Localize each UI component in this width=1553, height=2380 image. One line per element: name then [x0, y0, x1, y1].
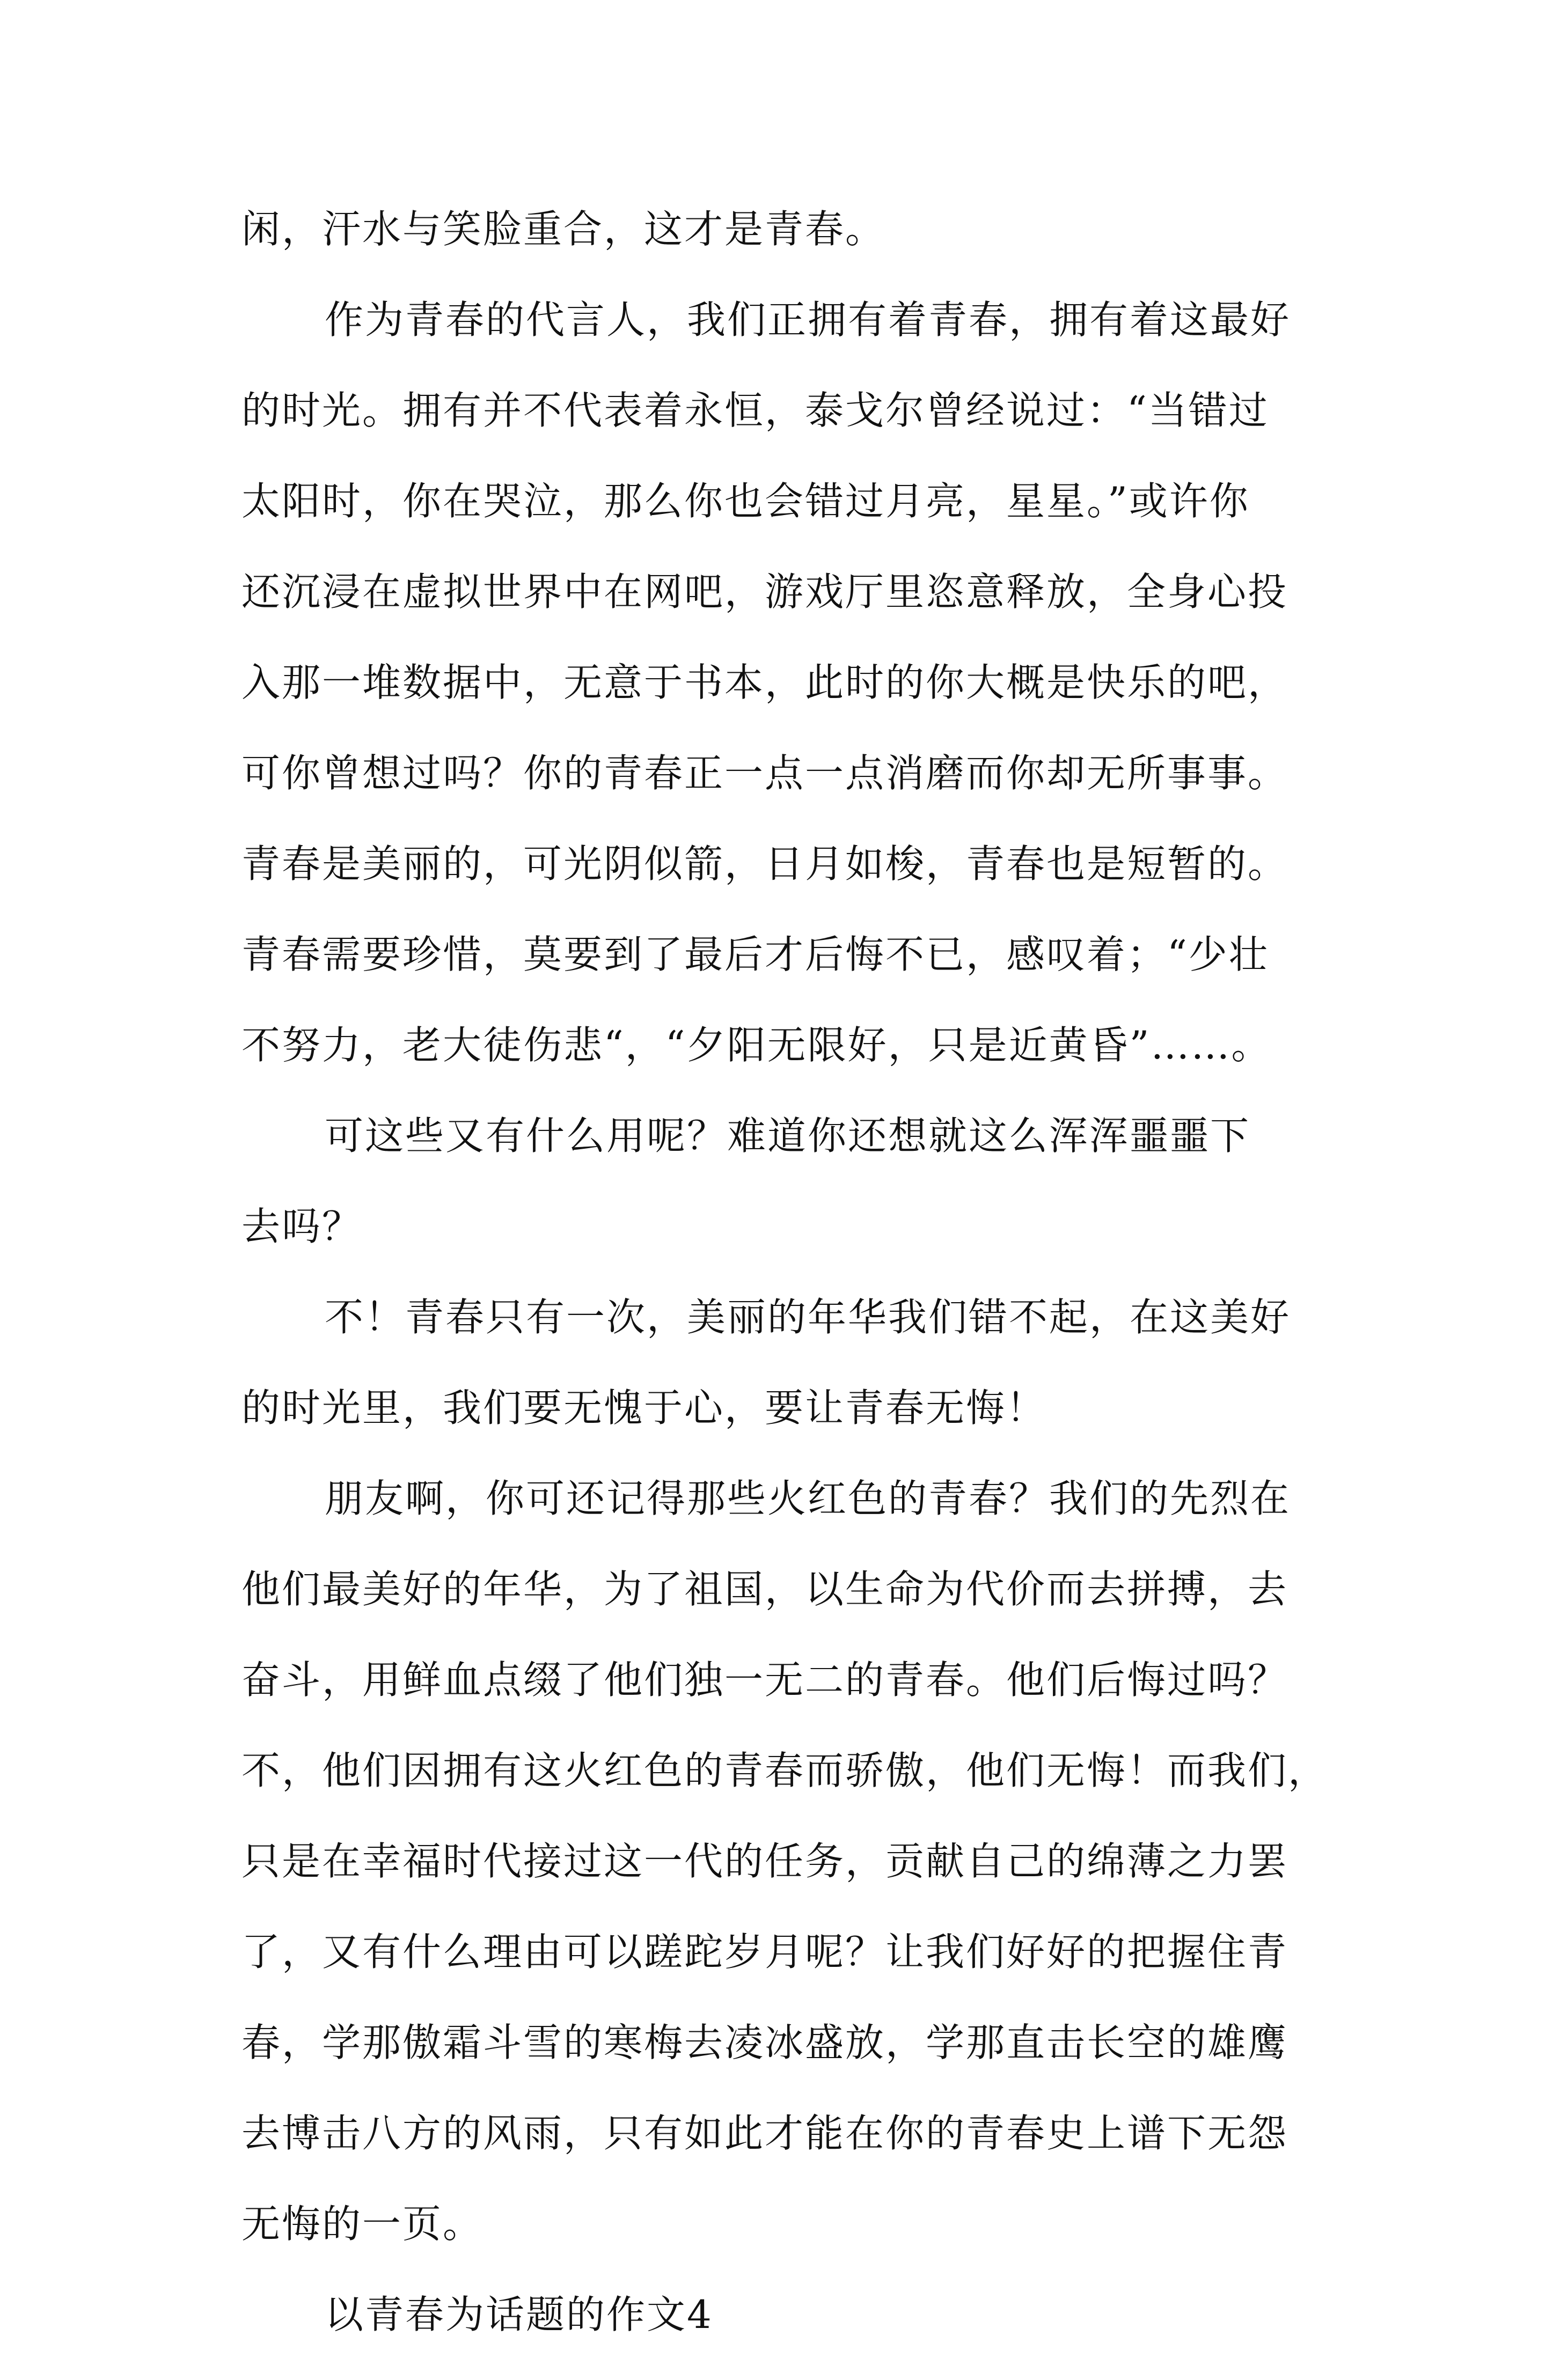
text-line: 青春需要珍惜，莫要到了最后才后悔不已，感叹着；“少壮 — [241, 932, 1269, 977]
text-line: 作为青春的代言人，我们正拥有着青春，拥有着这最好 — [325, 297, 1291, 342]
text-line: 闲，汗水与笑脸重合，这才是青春。 — [241, 207, 886, 252]
text-line: 去博击八方的风雨，只有如此才能在你的青春史上谱下无怨 — [241, 2111, 1288, 2156]
text-line: 只是在幸福时代接过这一代的任务，贡献自己的绵薄之力罢 — [241, 1839, 1288, 1884]
text-line: 春，学那傲霜斗雪的寒梅去凌冰盛放，学那直击长空的雄鹰 — [241, 2020, 1288, 2065]
text-line: 不努力，老大徒伤悲“，“夕阳无限好，只是近黄昏”……。 — [241, 1023, 1272, 1068]
text-line: 可这些又有什么用呢？难道你还想就这么浑浑噩噩下 — [325, 1113, 1251, 1158]
text-line: 朋友啊，你可还记得那些火红色的青春？我们的先烈在 — [325, 1476, 1291, 1521]
text-line: 奋斗，用鲜血点缀了他们独一无二的青春。他们后悔过吗？ — [241, 1657, 1288, 1702]
text-line: 不，他们因拥有这火红色的青春而骄傲，他们无悔！而我们， — [241, 1748, 1329, 1793]
text-line: 了，又有什么理由可以蹉跎岁月呢？让我们好好的把握住青 — [241, 1929, 1288, 1974]
section-heading: 以青春为话题的作文4 — [325, 2292, 713, 2337]
text-line: 入那一堆数据中，无意于书本，此时的你大概是快乐的吧， — [241, 660, 1288, 705]
text-line: 的时光里，我们要无愧于心，要让青春无悔！ — [241, 1385, 1047, 1430]
text-line: 去吗？ — [241, 1204, 363, 1249]
text-line: 可你曾想过吗？你的青春正一点一点消磨而你却无所事事。 — [241, 751, 1288, 796]
text-line: 不！青春只有一次，美丽的年华我们错不起，在这美好 — [325, 1295, 1291, 1340]
text-line: 他们最美好的年华，为了祖国，以生命为代价而去拼搏，去 — [241, 1567, 1288, 1612]
essay-text-block — [241, 204, 1342, 2380]
text-line: 太阳时，你在哭泣，那么你也会错过月亮，星星。”或许你 — [241, 479, 1250, 524]
text-line: 无悔的一页。 — [241, 2201, 484, 2246]
text-line: 青春是美丽的，可光阴似箭，日月如梭，青春也是短暂的。 — [241, 841, 1288, 886]
text-line: 的时光。拥有并不代表着永恒，泰戈尔曾经说过：“当错过 — [241, 388, 1269, 433]
text-line: 还沉浸在虚拟世界中在网吧，游戏厅里恣意释放，全身心投 — [241, 569, 1288, 614]
